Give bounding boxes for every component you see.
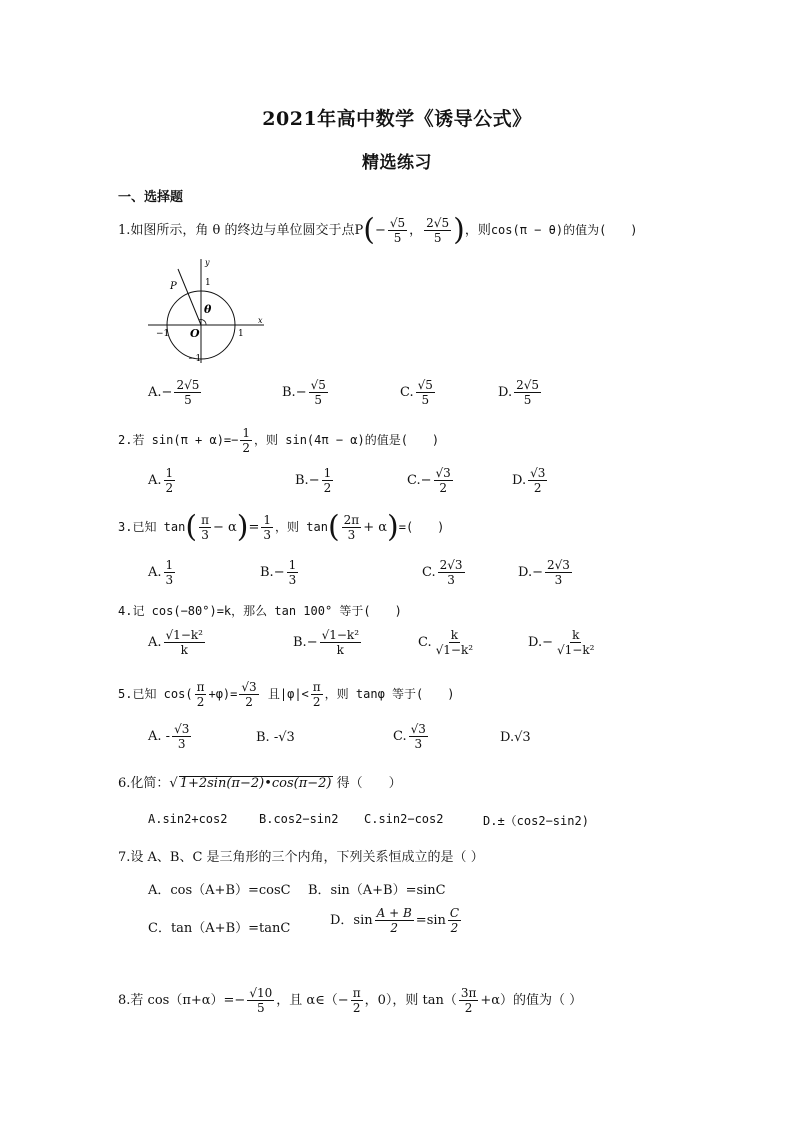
q7-option-c[interactable]: C．tan（A+B）=tanC — [148, 921, 291, 936]
q1-y-frac: $\frac{2√5}{5}$ — [426, 216, 450, 245]
q1-expr: cos(π − θ)的值为( ) — [490, 223, 638, 237]
unit-circle-figure — [148, 255, 268, 365]
q4-option-d[interactable]: D.− $\frac{k}{\text{√1−k²}}$ — [528, 628, 595, 657]
q4-option-b[interactable]: B.− $\frac{\text{√1−k²}}{k}$ — [293, 628, 360, 657]
q6-option-c[interactable]: C.sin2−cos2 — [364, 812, 444, 826]
q6-radicand: 1+2sin(π−2)•cos(π−2) — [179, 776, 332, 791]
q3-option-b[interactable]: B.− $\frac{1}{3}$ — [260, 558, 297, 587]
fig-one-top: 1 — [205, 278, 211, 288]
q5-option-a[interactable]: A. - $\frac{√3}{3}$ — [148, 722, 190, 751]
q1-option-a[interactable]: A.− $\frac{2√5}{5}$ — [148, 378, 200, 407]
fig-one-right: 1 — [238, 329, 244, 339]
fig-point-p: P — [170, 281, 177, 292]
q5-option-b[interactable]: B. -√3 — [256, 730, 295, 745]
question-8: 8.若 cos（π+α）=− $\frac{√10}{5}$ ，且 α∈（− $\frac{\pi}{2}$ ，0），则 tan（ $\frac{3\pi}{2}$ +α）的值为（ ） — [118, 986, 583, 1015]
q1-comma: ， — [409, 223, 423, 238]
q5-option-c[interactable]: C. $\frac{√3}{3}$ — [393, 722, 426, 751]
q1-prefix: 1.如图所示，角 θ 的终边与单位圆交于点 — [118, 223, 355, 238]
q7-option-d[interactable]: D．sin $\frac{A + B}{2}$ =sin $\frac{C}{2}$ — [330, 906, 460, 935]
q2-option-c[interactable]: C.− $\frac{√3}{2}$ — [407, 466, 451, 495]
q6-option-b[interactable]: B.cos2−sin2 — [259, 812, 339, 826]
question-1: 1.如图所示，角 θ 的终边与单位圆交于点P(− $\frac{√5}{5}$ ， $\frac{2√5}{5}$ )，则cos(π − θ)的值为( ) — [118, 212, 638, 248]
q2-option-d[interactable]: D. $\frac{√3}{2}$ — [512, 466, 546, 495]
q7-option-b[interactable]: B．sin（A+B）=sinC — [308, 883, 446, 898]
fig-x-label: x — [258, 316, 263, 325]
q2-option-a[interactable]: A. $\frac{1}{2}$ — [148, 466, 174, 495]
q7-option-a[interactable]: A．cos（A+B）=cosC — [148, 883, 291, 898]
q6-option-d[interactable]: D.±（cos2−sin2) — [483, 814, 589, 828]
q2-option-b[interactable]: B.− $\frac{1}{2}$ — [295, 466, 332, 495]
question-5: 5.已知 cos( $\frac{\pi}{2}$ +φ)= $\frac{√3}{2}$ 且|φ|< $\frac{\pi}{2}$ ，则 tanφ 等于( ) — [118, 680, 455, 709]
q1-option-b[interactable]: B.− $\frac{√5}{5}$ — [282, 378, 326, 407]
q3-option-a[interactable]: A. $\frac{1}{3}$ — [148, 558, 174, 587]
fig-neg-one-bottom: −1 — [188, 354, 202, 364]
q4-option-c[interactable]: C. $\frac{k}{\text{√1−k²}}$ — [418, 628, 474, 657]
q1-option-c[interactable]: C. $\frac{√5}{5}$ — [400, 378, 433, 407]
question-3: 3.已知 tan( $\frac{\pi}{3}$ − α)= $\frac{1}{3}$ ，则 tan( $\frac{2\pi}{3}$ + α)=( ) — [118, 509, 445, 545]
question-6: 6.化简：√ 1+2sin(π−2)•cos(π−2) 得（ ） — [118, 776, 402, 791]
fig-origin: O — [190, 327, 200, 340]
question-7: 7.设 A、B、C 是三角形的三个内角，下列关系恒成立的是（ ） — [118, 850, 484, 865]
q3-option-d[interactable]: D.− $\frac{2√3}{3}$ — [518, 558, 570, 587]
fig-y-label: y — [205, 258, 210, 267]
q1-suffix: ，则 — [464, 223, 491, 238]
q1-x-sign: − — [374, 223, 386, 238]
q1-point-label: P — [354, 223, 364, 238]
section-heading: 一、选择题 — [118, 190, 184, 205]
page-title: 2021年高中数学《诱导公式》 — [262, 108, 532, 130]
page-subtitle: 精选练习 — [362, 153, 432, 173]
question-2: 2.若 sin(π + α)=− $\frac{1}{2}$ ，则 sin(4π − α)的值是( ) — [118, 426, 440, 455]
fig-theta: θ — [204, 303, 212, 316]
q6-option-a[interactable]: A.sin2+cos2 — [148, 812, 228, 826]
q1-option-d[interactable]: D. $\frac{2√5}{5}$ — [498, 378, 540, 407]
q3-option-c[interactable]: C. $\frac{2√3}{3}$ — [422, 558, 463, 587]
fig-neg-one-left: −1 — [156, 329, 170, 339]
q4-option-a[interactable]: A. $\frac{\text{√1−k²}}{k}$ — [148, 628, 203, 657]
q1-x-frac: $\frac{√5}{5}$ — [389, 216, 406, 245]
q5-option-d[interactable]: D.√3 — [500, 730, 531, 745]
question-4: 4.记 cos(−80°)=k，那么 tan 100° 等于( ) — [118, 604, 402, 618]
